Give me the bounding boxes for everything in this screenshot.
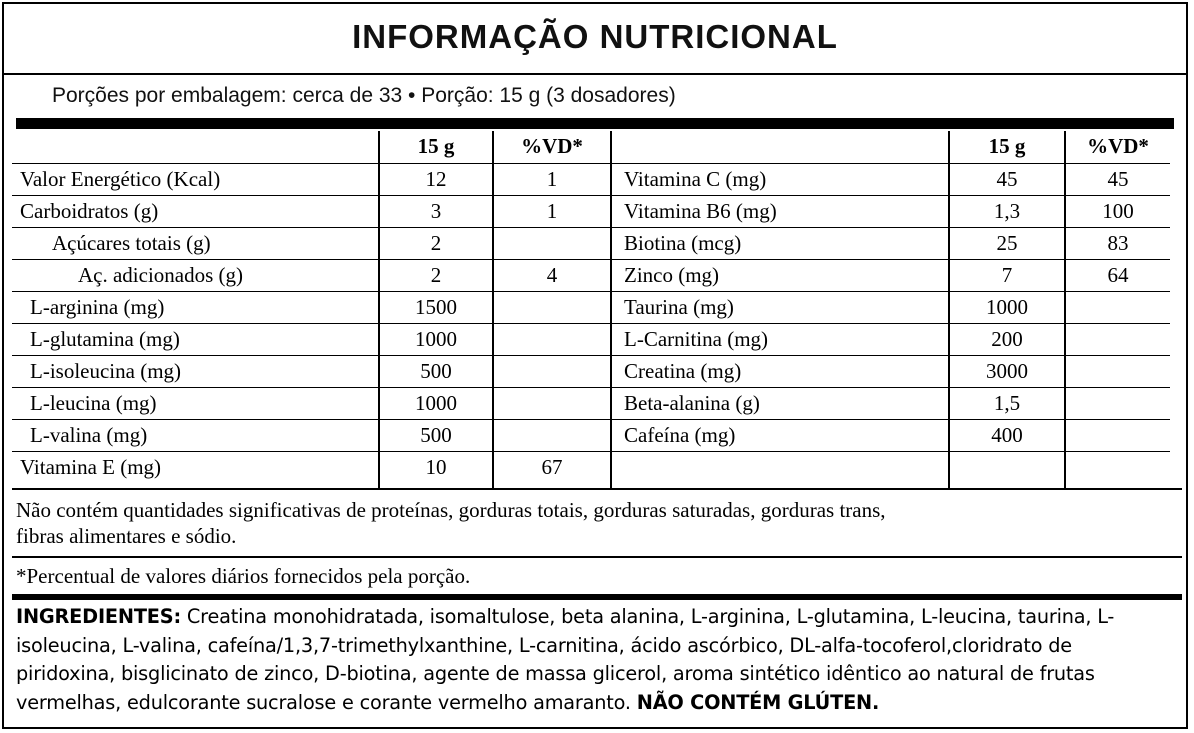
nutrient-vd: 64	[1107, 263, 1129, 287]
nutrient-qty: 45	[996, 167, 1018, 191]
header-right-vd: %VD*	[1087, 134, 1149, 158]
nutrient-qty: 1000	[415, 391, 457, 415]
nutrient-name: L-glutamina (mg)	[30, 327, 180, 351]
nutrient-name: Aç. adicionados (g)	[78, 263, 244, 287]
nutrient-name: L-Carnitina (mg)	[624, 327, 769, 351]
portion-info: Porções por embalagem: cerca de 33 • Porção: 15 g (3 dosadores)	[52, 84, 676, 107]
title-divider	[4, 73, 1186, 75]
nutrition-table	[12, 131, 1170, 488]
nutrient-qty: 3	[430, 199, 442, 223]
nutrient-qty: 10	[425, 455, 447, 479]
ingredients-divider	[12, 594, 1182, 600]
nutrient-vd: 4	[546, 263, 558, 287]
panel-title: INFORMAÇÃO NUTRICIONAL	[352, 18, 838, 55]
nutrient-name: Vitamina B6 (mg)	[624, 199, 777, 223]
nutrient-name: Creatina (mg)	[624, 359, 742, 383]
nutrient-qty: 25	[996, 231, 1018, 255]
ingredients-text: Creatina monohidratada, isomaltulose, beta alanina, L-arginina, L-glutamina, L-leucina, taurina, L-isoleucina, L-valina, cafeína/1,3,7-trimethylxanthine, L-carnitina, ácido ascórbico, DL-alfa-tocoferol,cloridrato de piridoxina, bisglicinato de zinco, D-biotina, agente de massa glicerol, aroma sintético idêntico ao natural de frutas vermelhas, edulcorante sucralose e corante vermelho amaranto.	[16, 605, 1115, 714]
nutrient-qty: 1500	[415, 295, 457, 319]
nutrient-name: Carboidratos (g)	[20, 199, 159, 223]
nutrient-qty: 2	[430, 231, 442, 255]
header-left-vd: %VD*	[521, 134, 583, 158]
nutrient-qty: 1000	[986, 295, 1028, 319]
nutrient-name: L-isoleucina (mg)	[30, 359, 182, 383]
nutrient-name: Taurina (mg)	[624, 295, 734, 319]
nutrient-name: Biotina (mcg)	[624, 231, 742, 255]
header-left-qty: 15 g	[417, 134, 455, 158]
nutrient-qty: 500	[420, 359, 452, 383]
nutrient-name: L-valina (mg)	[30, 423, 148, 447]
nutrient-vd: 45	[1107, 167, 1129, 191]
nutrient-qty: 500	[420, 423, 452, 447]
not-significant-line-2: fibras alimentares e sódio.	[16, 524, 237, 548]
nutrient-name: Zinco (mg)	[624, 263, 720, 287]
thick-divider	[16, 118, 1174, 129]
nutrient-qty: 3000	[986, 359, 1028, 383]
footnote-divider	[12, 556, 1182, 558]
nutrient-vd: 1	[546, 199, 558, 223]
not-significant-line-1: Não contém quantidades significativas de proteínas, gorduras totais, gorduras saturadas, gorduras trans,	[16, 498, 886, 522]
row-divider	[610, 451, 1170, 452]
nutrient-qty: 1,3	[993, 199, 1021, 223]
nutrient-vd: 67	[541, 455, 563, 479]
nutrient-name: L-leucina (mg)	[30, 391, 157, 415]
nutrient-name: Vitamina E (mg)	[20, 455, 162, 479]
header-right-qty: 15 g	[988, 134, 1026, 158]
nutrient-qty: 400	[991, 423, 1023, 447]
nutrient-vd: 1	[546, 167, 558, 191]
column-divider	[610, 131, 612, 488]
nutrient-name: Vitamina C (mg)	[624, 167, 767, 191]
nutrient-name: Açúcares totais (g)	[52, 231, 211, 255]
nutrient-name: Beta-alanina (g)	[624, 391, 760, 415]
nutrient-qty: 200	[991, 327, 1023, 351]
nutrient-qty: 12	[425, 167, 447, 191]
gluten-statement: NÃO CONTÉM GLÚTEN.	[636, 690, 880, 714]
nutrient-name: Valor Energético (Kcal)	[20, 167, 221, 191]
nutrient-name: L-arginina (mg)	[30, 295, 165, 319]
ingredients-block	[16, 603, 1174, 717]
nutrient-vd: 100	[1102, 199, 1134, 223]
footnote: *Percentual de valores diários fornecidos pela porção.	[16, 564, 471, 588]
nutrient-qty: 1,5	[993, 391, 1021, 415]
ingredients-label: INGREDIENTES:	[16, 605, 181, 628]
table-bottom-divider	[12, 488, 1182, 490]
nutrient-vd: 83	[1107, 231, 1129, 255]
nutrient-name: Cafeína (mg)	[624, 423, 736, 447]
nutrient-qty: 1000	[415, 327, 457, 351]
nutrient-qty: 7	[1001, 263, 1013, 287]
nutrient-qty: 2	[430, 263, 442, 287]
